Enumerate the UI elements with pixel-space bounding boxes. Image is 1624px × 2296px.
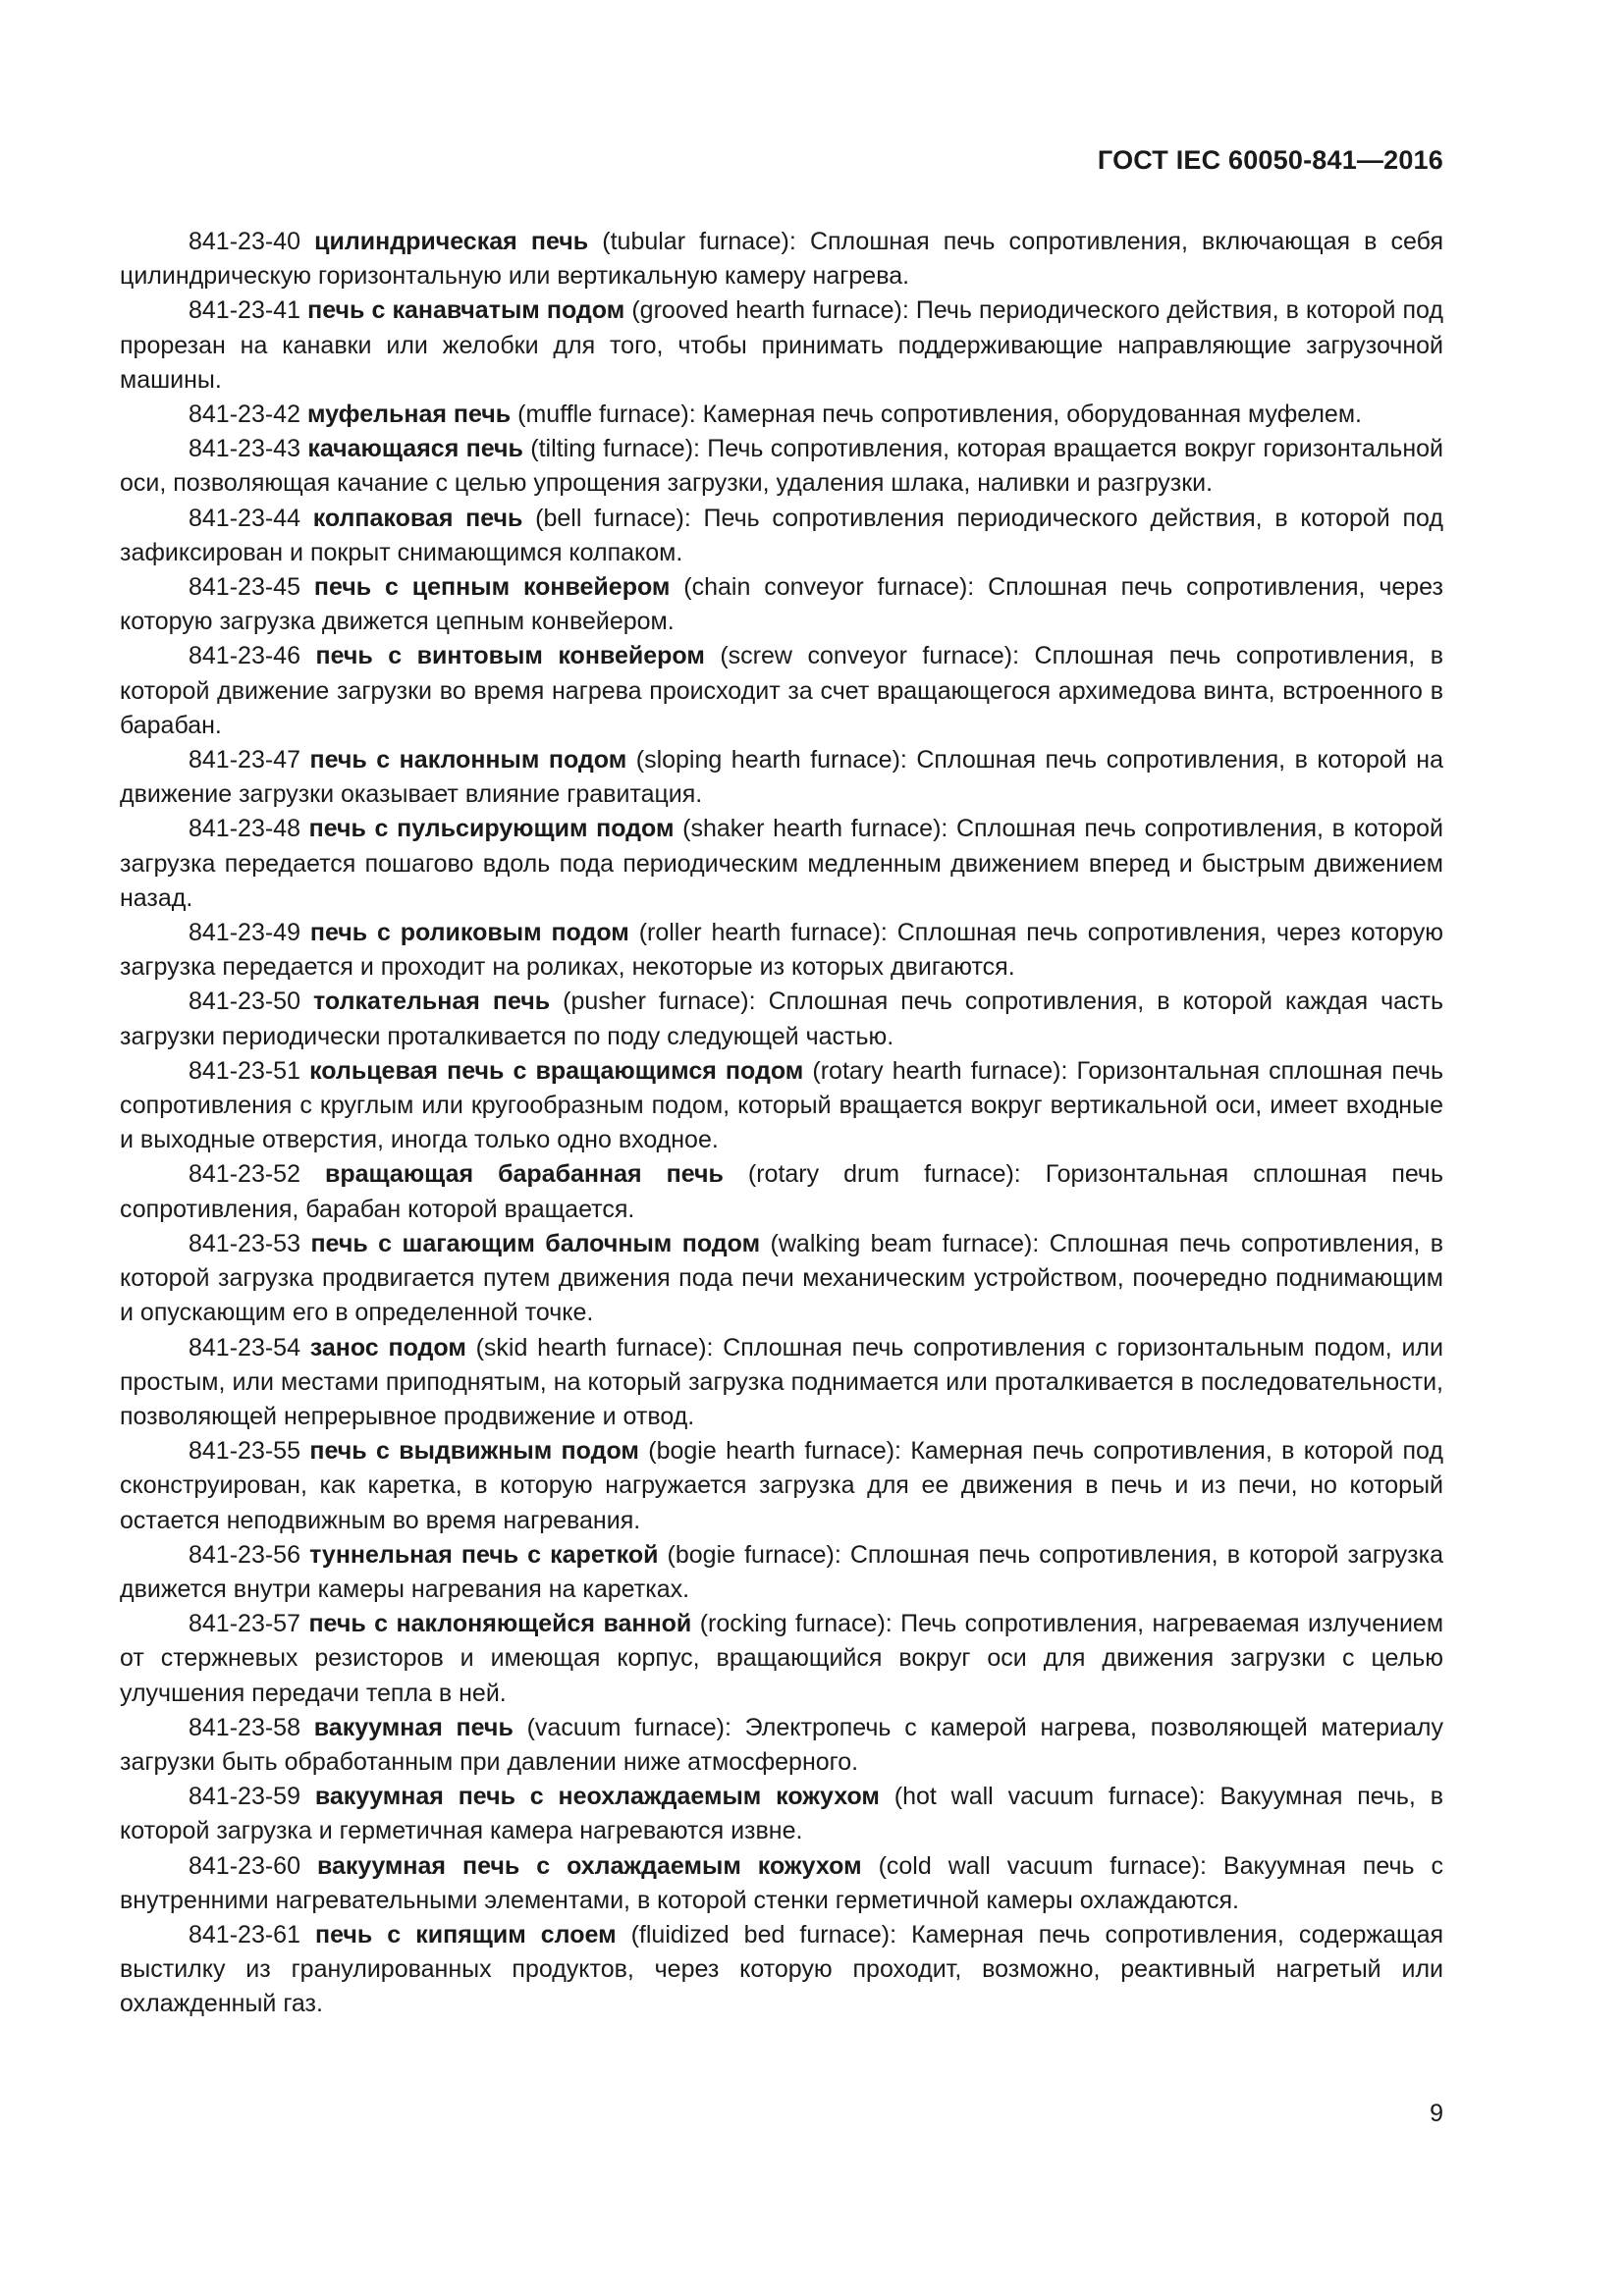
entry-code: 841-23-59 (189, 1783, 300, 1811)
entry-code: 841-23-48 (189, 815, 300, 843)
definition-entry (120, 1538, 1443, 1607)
entry-term: печь с роликовым подом (309, 919, 629, 947)
entry-term: печь с кипящим слоем (315, 1920, 617, 1949)
entry-text: (shaker hearth furnace): Сплошная печь сопротивления, в которой загрузка передается пошагово вдоль пода периодическим медленным движением вперед и быстрым движением назад. (120, 815, 1443, 912)
entry-code: 841-23-45 (189, 573, 300, 602)
entry-text: (muffle furnace): Камерная печь сопротивления, оборудованная муфелем. (517, 400, 1362, 429)
definition-entry (120, 1434, 1443, 1538)
definition-entry (120, 639, 1443, 743)
entry-text: (hot wall vacuum furnace): Вакуумная печь, в которой загрузка и герметичная камера нагреваются извне. (120, 1783, 1443, 1845)
definition-entry (120, 985, 1443, 1053)
page-number: 9 (1430, 2100, 1443, 2127)
entry-code: 841-23-61 (189, 1920, 300, 1949)
entry-term: печь с винтовым конвейером (315, 642, 705, 670)
definition-entry (120, 1157, 1443, 1226)
entry-code: 841-23-40 (189, 228, 300, 255)
entry-text: (rotary hearth furnace): Горизонтальная сплошная печь сопротивления с круглым или кругообразным подом, который вращается вокруг вертикальной оси, имеет входные и выходные отверстия, иногда только одно входное. (120, 1056, 1443, 1154)
definition-entry (120, 398, 1443, 432)
entry-term: печь с наклоняющейся ванной (308, 1610, 692, 1638)
entry-term: вакуумная печь с охлаждаемым кожухом (316, 1851, 862, 1880)
entry-text: (tubular furnace): Сплошная печь сопротивления, включающая в себя цилиндрическую горизонтальную или вертикальную камеру нагрева. (120, 228, 1443, 291)
entry-code: 841-23-49 (189, 919, 300, 947)
entry-term: вращающая барабанная печь (324, 1160, 724, 1189)
definition-entry (120, 1849, 1443, 1918)
entry-text: (roller hearth furnace): Сплошная печь сопротивления, через которую загрузка передается и проходит на роликах, некоторые из которых двигаются. (120, 919, 1444, 982)
definition-entry (120, 1711, 1443, 1780)
entry-code: 841-23-46 (189, 642, 300, 670)
entry-text: (grooved hearth furnace): Печь периодического действия, в которой под прорезан на канавки или желобки для того, чтобы принимать поддерживающие направляющие загрузочной машины. (120, 296, 1443, 394)
entry-term: колпаковая печь (312, 504, 523, 532)
entry-code: 841-23-47 (189, 746, 300, 774)
entry-text: (cold wall vacuum furnace): Вакуумная печь с внутренними нагревательными элементами, в которой стенки герметичной камеры охлаждаются. (120, 1851, 1443, 1914)
definition-entry (120, 916, 1443, 985)
entry-term: печь с пульсирующим подом (308, 815, 675, 843)
definition-entry (120, 1227, 1443, 1331)
entry-text: (skid hearth furnace): Сплошная печь сопротивления с горизонтальным подом, или простым, или местами приподнятым, на который загрузка поднимается или проталкивается в последовательности, позволяющей непрерывное продвижение и отвод. (120, 1333, 1443, 1430)
entry-code: 841-23-52 (189, 1160, 300, 1189)
entry-text: (sloping hearth furnace): Сплошная печь сопротивления, в которой на движение загрузки оказывает влияние гравитация. (120, 746, 1443, 809)
definition-entry (120, 502, 1443, 570)
definition-entry (120, 812, 1443, 916)
definition-entry (120, 225, 1443, 294)
entry-term: печь с наклонным подом (309, 746, 627, 774)
entry-term: толкательная печь (313, 988, 551, 1016)
entry-code: 841-23-53 (189, 1229, 300, 1257)
entry-text: (bell furnace): Печь сопротивления периодического действия, в которой под зафиксирован и покрыт снимающимся колпаком. (120, 504, 1443, 566)
entry-code: 841-23-56 (189, 1540, 300, 1569)
definition-entry (120, 1331, 1443, 1435)
document-header: ГОСТ IEC 60050-841—2016 (1097, 145, 1443, 175)
entry-code: 841-23-43 (189, 435, 300, 463)
entry-text: (tilting furnace): Печь сопротивления, которая вращается вокруг горизонтальной оси, позволяющая качание с целью упрощения загрузки, удаления шлака, наливки и разгрузки. (120, 435, 1444, 498)
entry-term: качающаяся печь (307, 435, 523, 463)
entry-code: 841-23-42 (189, 400, 300, 429)
entry-term: вакуумная печь (313, 1713, 514, 1741)
definition-entry (120, 1780, 1443, 1848)
definition-entry (120, 1918, 1443, 2022)
entry-term: печь с шагающим балочным подом (310, 1229, 761, 1257)
definition-entry (120, 743, 1443, 812)
definition-entry (120, 432, 1443, 501)
definition-entry (120, 570, 1443, 639)
entry-code: 841-23-51 (189, 1056, 300, 1085)
definition-entry (120, 1607, 1443, 1711)
entry-text: (rotary drum furnace): Горизонтальная сплошная печь сопротивления, барабан которой вращается. (120, 1160, 1443, 1223)
definition-entry (120, 1054, 1443, 1158)
definition-entry (120, 294, 1443, 398)
entry-term: туннельная печь с кареткой (309, 1540, 659, 1569)
entry-code: 841-23-60 (189, 1851, 300, 1880)
entry-code: 841-23-57 (189, 1610, 300, 1638)
entry-code: 841-23-55 (189, 1437, 300, 1466)
entry-text: (bogie furnace): Сплошная печь сопротивления, в которой загрузка движется внутри камеры нагревания на каретках. (120, 1540, 1443, 1603)
entry-term: печь с канавчатым подом (307, 296, 625, 325)
entry-term: печь с выдвижным подом (309, 1437, 639, 1466)
entry-code: 841-23-54 (189, 1333, 300, 1362)
entry-term: занос подом (309, 1333, 466, 1362)
entry-term: печь с цепным конвейером (313, 573, 671, 602)
entry-text: (bogie hearth furnace): Камерная печь сопротивления, в которой под сконструирован, как каретка, в которую нагружается загрузка для ее движения в печь и из печи, но который остается неподвижным во время нагревания. (120, 1437, 1443, 1534)
entry-code: 841-23-58 (189, 1713, 300, 1741)
entry-term: кольцевая печь с вращающимся подом (309, 1056, 804, 1085)
entry-text: (walking beam furnace): Сплошная печь сопротивления, в которой загрузка продвигается путем движения пода печи механическим устройством, поочередно поднимающим и опускающим его в определенной точке. (120, 1229, 1444, 1327)
entry-text: (chain conveyor furnace): Сплошная печь сопротивления, через которую загрузка движется цепным конвейером. (120, 573, 1444, 636)
entry-text: (screw conveyor furnace): Сплошная печь сопротивления, в которой движение загрузки во время нагрева происходит за счет вращающегося архимедова винта, встроенного в барабан. (120, 642, 1443, 739)
entry-code: 841-23-41 (189, 296, 300, 325)
entry-term: вакуумная печь с неохлаждаемым кожухом (314, 1783, 880, 1811)
entry-text: (rocking furnace): Печь сопротивления, нагреваемая излучением от стержневых резисторов и имеющая корпус, вращающийся вокруг оси для движения загрузки с целью улучшения передачи тепла в ней. (120, 1610, 1444, 1707)
entry-code: 841-23-50 (189, 988, 300, 1016)
entries-list (120, 225, 1443, 2022)
entry-code: 841-23-44 (189, 504, 300, 532)
entry-term: цилиндрическая печь (314, 228, 589, 255)
entry-term: муфельная печь (306, 400, 512, 429)
entry-text: (pusher furnace): Сплошная печь сопротивления, в которой каждая часть загрузки периодически проталкивается по поду следующей частью. (120, 988, 1444, 1050)
entry-text: (vacuum furnace): Электропечь с камерой нагрева, позволяющей материалу загрузки быть обработанным при давлении ниже атмосферного. (120, 1713, 1444, 1776)
entry-text: (fluidized bed furnace): Камерная печь сопротивления, содержащая выстилку из гранулированных продуктов, через которую проходит, возможно, реактивный нагретый или охлажденный газ. (120, 1920, 1444, 2018)
